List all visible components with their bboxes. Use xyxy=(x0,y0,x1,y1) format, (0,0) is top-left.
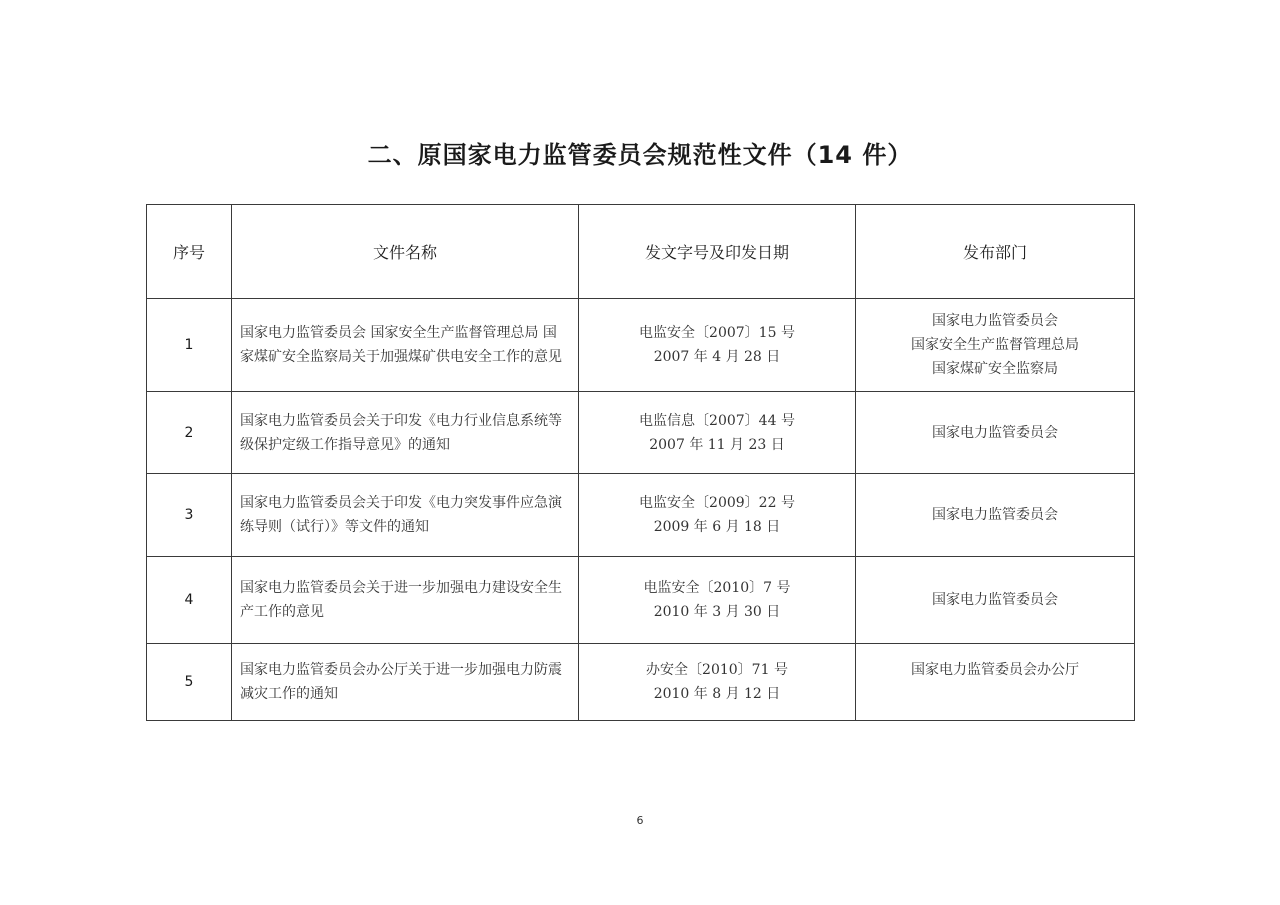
row-seq: 3 xyxy=(147,474,232,557)
row-dept xyxy=(856,392,1135,474)
page-number: 6 xyxy=(636,814,644,827)
row-dept xyxy=(856,644,1135,721)
table-row xyxy=(147,644,1135,721)
row-seq: 1 xyxy=(147,299,232,392)
row-doc-name: 国家电力监管委员会关于印发《电力突发事件应急演练导则（试行）》等文件的通知 xyxy=(232,474,579,557)
row-ref: 电监安全〔2007〕15 号 xyxy=(639,325,795,341)
row-seq: 4 xyxy=(147,557,232,644)
row-ref: 电监安全〔2009〕22 号 xyxy=(639,495,795,511)
row-ref-date xyxy=(579,474,856,557)
row-dept-line: 国家电力监管委员会 xyxy=(932,507,1058,523)
regulations-table xyxy=(146,204,1135,721)
row-doc-name: 国家电力监管委员会关于进一步加强电力建设安全生产工作的意见 xyxy=(232,557,579,644)
row-dept xyxy=(856,557,1135,644)
row-ref-date xyxy=(579,392,856,474)
row-date: 2007 年 4 月 28 日 xyxy=(653,349,781,365)
row-date: 2010 年 3 月 30 日 xyxy=(653,604,781,620)
row-ref-date xyxy=(579,644,856,721)
header-doc-name: 文件名称 xyxy=(232,205,579,299)
row-date: 2007 年 11 月 23 日 xyxy=(649,436,785,453)
table-row xyxy=(147,392,1135,474)
row-ref: 电监信息〔2007〕44 号 xyxy=(639,412,795,429)
row-ref: 电监安全〔2010〕7 号 xyxy=(643,580,791,596)
row-dept-line: 国家煤矿安全监察局 xyxy=(932,361,1058,377)
row-dept-line: 国家电力监管委员会 xyxy=(932,592,1058,608)
table-header-row xyxy=(147,205,1135,299)
page-title: 二、原国家电力监管委员会规范性文件（14 件） xyxy=(367,141,913,169)
table-row xyxy=(147,557,1135,644)
row-seq: 2 xyxy=(147,392,232,474)
row-ref-date xyxy=(579,557,856,644)
row-dept-line: 国家安全生产监督管理总局 xyxy=(911,337,1079,353)
table-row xyxy=(147,299,1135,392)
header-dept: 发布部门 xyxy=(856,205,1135,299)
row-seq: 5 xyxy=(147,644,232,721)
row-doc-name: 国家电力监管委员会关于印发《电力行业信息系统等级保护定级工作指导意见》的通知 xyxy=(232,392,579,474)
row-dept xyxy=(856,299,1135,392)
row-dept xyxy=(856,474,1135,557)
header-ref-date: 发文字号及印发日期 xyxy=(579,205,856,299)
row-dept-line: 国家电力监管委员会办公厅 xyxy=(911,662,1079,678)
table-row xyxy=(147,474,1135,557)
row-doc-name: 国家电力监管委员会 国家安全生产监督管理总局 国家煤矿安全监察局关于加强煤矿供电安全工作的意见 xyxy=(232,299,579,392)
row-doc-name: 国家电力监管委员会办公厅关于进一步加强电力防震减灾工作的通知 xyxy=(232,644,579,721)
row-dept-line: 国家电力监管委员会 xyxy=(932,424,1058,441)
row-dept-line: 国家电力监管委员会 xyxy=(932,313,1058,329)
row-ref-date xyxy=(579,299,856,392)
row-ref: 办安全〔2010〕71 号 xyxy=(646,662,788,678)
row-date: 2010 年 8 月 12 日 xyxy=(653,686,781,702)
row-date: 2009 年 6 月 18 日 xyxy=(653,519,781,535)
header-seq: 序号 xyxy=(147,205,232,299)
